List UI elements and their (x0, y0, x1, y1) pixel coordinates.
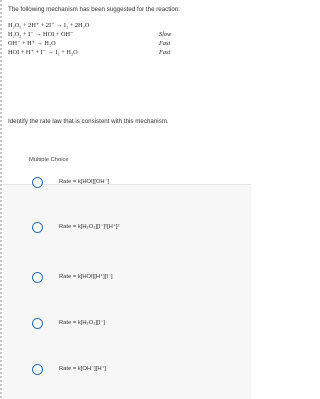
answer-option-1[interactable] (32, 177, 212, 191)
step-row-1 (8, 31, 186, 40)
radio-button[interactable] (32, 318, 43, 329)
option-label: Rate = k[H₂O₂][I⁻]²[H⁺]² (59, 224, 120, 230)
step-row-3 (8, 49, 186, 58)
radio-button[interactable] (32, 364, 43, 375)
option-label: Rate = k[H₂O₂][I⁻] (59, 320, 106, 326)
option-label: Rate = k[OH⁻][H⁺] (59, 366, 107, 372)
option-label: Rate = k[HOI][H⁺][I⁻] (59, 274, 113, 280)
answer-option-3[interactable] (32, 272, 212, 286)
step-rate: Fast (159, 49, 171, 56)
step-rate: Fast (159, 40, 171, 47)
step-equation: H₂O₂ + 2H⁺ + 2I⁻ → I₂ + 2H₂O (8, 22, 90, 29)
answer-option-2[interactable] (32, 222, 212, 236)
step-rate: Slow (159, 31, 172, 38)
mechanism-steps (8, 22, 186, 58)
question-intro: The following mechanism has been suggested for the reaction: (8, 6, 180, 13)
answer-option-5[interactable] (32, 364, 212, 378)
multiple-choice-label: Multiple Choice (29, 157, 69, 163)
answer-option-4[interactable] (32, 318, 212, 332)
step-equation: HOI + H⁺ + I⁻ → I₂ + H₂O (8, 49, 78, 56)
question-prompt: Identify the rate law that is consistent with this mechanism. (8, 118, 169, 125)
step-equation: H₂O₂ + I⁻ → HOI + OH⁻ (8, 31, 74, 38)
radio-button[interactable] (32, 272, 43, 283)
radio-button[interactable] (32, 177, 43, 188)
option-label: Rate = k[HOI][OH⁻] (59, 179, 110, 185)
step-row-2 (8, 40, 186, 49)
left-dotted-border (0, 0, 2, 399)
step-equation: OH⁻ + H⁺ → H₂O (8, 40, 56, 47)
radio-button[interactable] (32, 222, 43, 233)
step-row-overall (8, 22, 186, 31)
